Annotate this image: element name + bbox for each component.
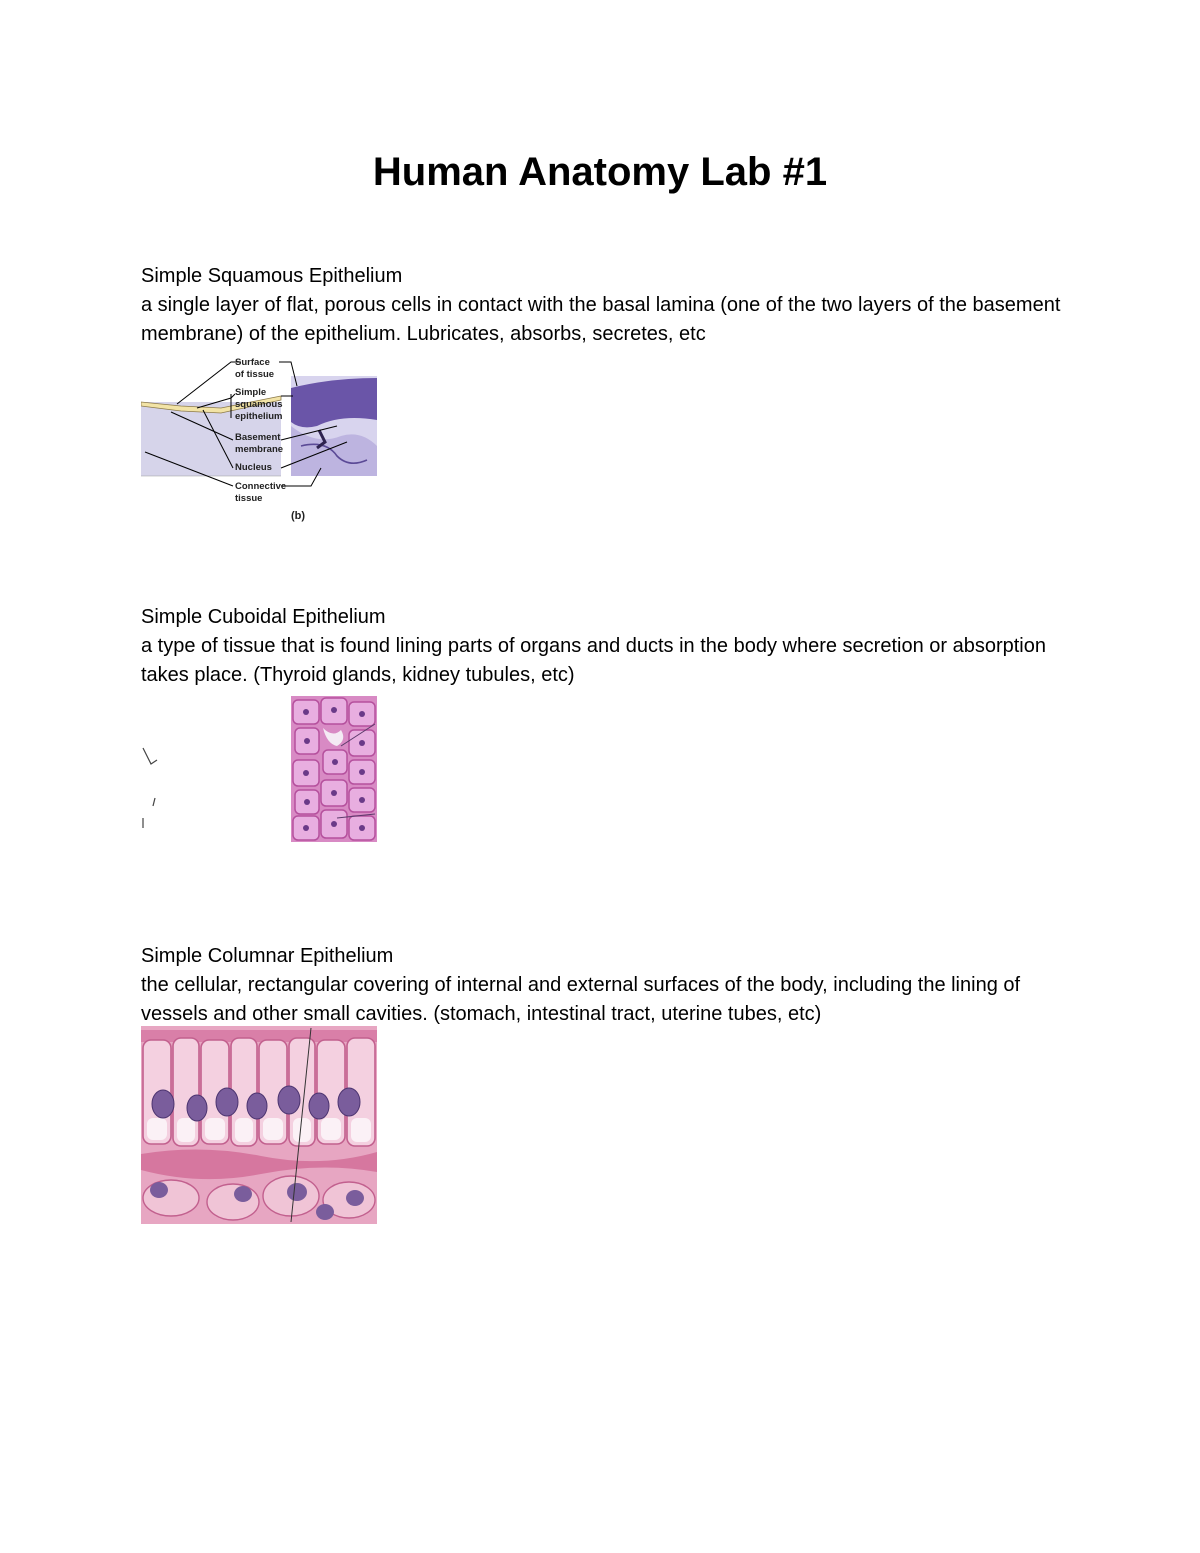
label-surface: Surface — [235, 357, 270, 368]
cuboidal-epithelium-figure — [141, 694, 377, 844]
label-tissue: tissue — [235, 493, 263, 504]
section-heading-cuboidal: Simple Cuboidal Epithelium — [141, 606, 386, 628]
section-description-squamous: a single layer of flat, porous cells in contact with the basal lamina (one of the two layers of the basement membrane) of the epithelium. Lubricates, absorbs, secretes, etc — [141, 294, 1061, 345]
label-basement: Basement — [235, 432, 281, 443]
label-of-tissue: of tissue — [235, 369, 275, 380]
section-description-columnar: the cellular, rectangular covering of internal and external surfaces of the body, including the lining of vessels and other small cavities. (stomach, intestinal tract, uterine tubes, etc) — [141, 974, 1021, 1025]
label-nucleus: Nucleus — [235, 462, 272, 473]
page-title: Human Anatomy Lab #1 — [372, 150, 828, 194]
label-membrane: membrane — [235, 444, 284, 455]
section-heading-squamous: Simple Squamous Epithelium — [141, 265, 403, 287]
squamous-epithelium-figure — [141, 356, 377, 522]
columnar-epithelium-figure — [141, 1026, 377, 1224]
figure-panel-label: (b) — [291, 510, 306, 522]
label-epithelium: epithelium — [235, 411, 283, 422]
section-description-cuboidal: a type of tissue that is found lining parts of organs and ducts in the body where secretion or absorption takes place. (Thyroid glands, kidney tubules, etc) — [141, 635, 1046, 686]
section-heading-columnar: Simple Columnar Epithelium — [141, 945, 394, 967]
label-simple: Simple — [235, 387, 267, 398]
label-connective: Connective — [235, 481, 287, 492]
label-squamous: squamous — [235, 399, 283, 410]
